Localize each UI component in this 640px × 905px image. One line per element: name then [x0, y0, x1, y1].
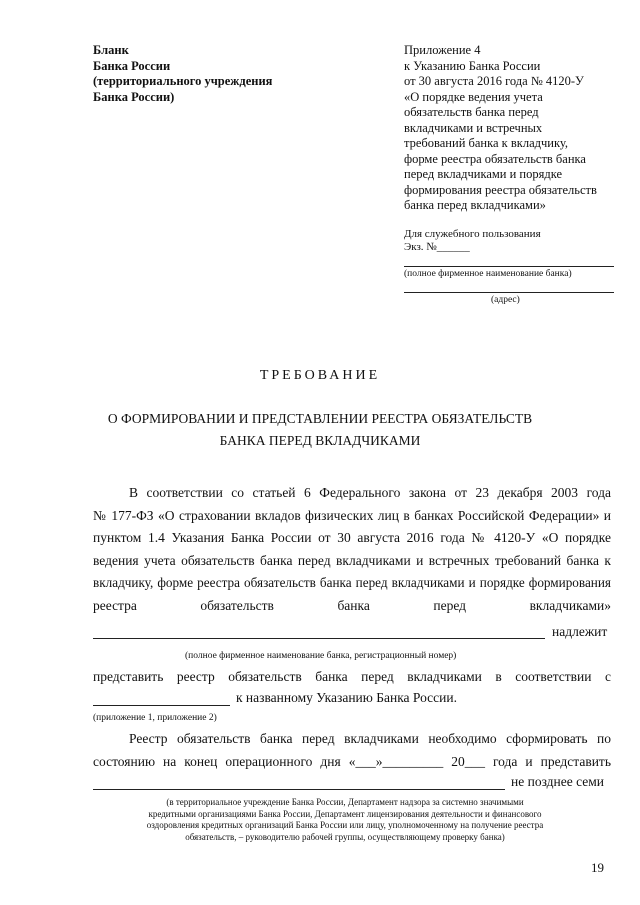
word: в: [495, 669, 502, 684]
footnote-line: кредитными организациями Банка России, Департамент лицензирования деятельности и финансового: [148, 808, 542, 819]
appendix-number-line: [93, 705, 230, 706]
subtitle-line: БАНКА ПЕРЕД ВКЛАДЧИКАМИ: [219, 433, 421, 448]
tail-text: не позднее семи: [511, 774, 605, 789]
recipient-caption: [110, 797, 580, 843]
subtitle-line: О ФОРМИРОВАНИИ И ПРЕДСТАВЛЕНИИ РЕЕСТРА ОБЯЗАТЕЛЬСТВ: [107, 411, 533, 426]
appendix-line: Приложение 4: [404, 43, 481, 57]
appendix-line: к Указанию Банка России: [404, 58, 541, 73]
text-line: пунктом 1.4 Указания Банка России от 30 августа 2016 года № 4120-У «О порядке: [93, 530, 611, 546]
copy-number: Экз. №______: [404, 241, 470, 253]
appendix-line: от 30 августа 2016 года № 4120-У: [404, 74, 584, 88]
paragraph-1: [93, 482, 611, 618]
footnote-line: (в территориальное учреждение Банка России, Департамент надзора за системно значимыми: [166, 797, 524, 807]
document-subtitle: [0, 408, 640, 452]
address-caption: (адрес): [491, 295, 520, 305]
bank-name-line: [404, 266, 614, 267]
bank-name-caption: (полное фирменное наименование банка): [404, 269, 572, 279]
appendix-line: банка перед вкладчиками»: [404, 198, 546, 212]
recipient-line: [93, 789, 505, 790]
word: с: [604, 669, 611, 684]
appendix-line: «О порядке ведения учета: [404, 89, 543, 104]
appendix-line: вкладчиками и встречных: [404, 120, 543, 135]
word: вкладчиками»: [529, 597, 611, 613]
letterhead-block: [93, 43, 272, 105]
text-line: В соответствии со статьей 6 Федерального закона от 23 декабря 2003 года: [129, 485, 611, 500]
word: перед: [433, 597, 467, 613]
appendix-reference-block: [404, 43, 597, 214]
text-line: состоянию на конец операционного дня «___»_________ 20___ года и представить: [93, 753, 611, 769]
text-line: № 177-ФЗ «О страховании вкладов физических лиц в банках Российской Федерации» и: [93, 507, 611, 523]
tail-text: к названному Указанию Банка России.: [236, 690, 457, 705]
word: перед: [361, 669, 394, 684]
appendix-line: перед вкладчиками и порядке: [404, 167, 563, 181]
appendix-line: требований банка к вкладчику,: [404, 136, 568, 150]
text-line: Реестр обязательств банка перед вкладчиками необходимо сформировать по: [129, 731, 611, 746]
appendix-line: обязательств банка перед: [404, 105, 539, 119]
word: обязательств: [228, 669, 302, 684]
bank-registration-line: [93, 638, 545, 639]
text-line: [93, 666, 611, 689]
paragraph-3: [93, 728, 611, 773]
text-line: вкладчику, форме реестра обязательств банка перед вкладчиками и порядке формирования: [93, 575, 611, 591]
word: обязательств: [200, 597, 274, 613]
appendix-caption: (приложение 1, приложение 2): [93, 713, 217, 723]
word: банка: [337, 597, 370, 613]
footnote-line: оздоровления кредитных организаций Банка России или лицу, уполномоченному на получение реестра: [146, 820, 544, 830]
page-number: 19: [591, 860, 604, 875]
footnote-line: обязательств, – руководителю рабочей группы, осуществляющему проверку банка): [185, 831, 505, 842]
must-word: надлежит: [552, 624, 608, 639]
word: соответствии: [515, 669, 592, 684]
appendix-line: формирования реестра обязательств: [404, 182, 597, 197]
paragraph-2: [93, 666, 611, 689]
word: реестра: [93, 597, 137, 613]
word: вкладчиками: [407, 669, 482, 684]
service-mark: [404, 228, 541, 254]
appendix-line: форме реестра обязательств банка: [404, 151, 586, 166]
address-line: [404, 292, 614, 293]
letterhead-line: Бланк: [93, 43, 129, 57]
letterhead-line: (территориального учреждения: [93, 74, 273, 88]
text-line: [93, 595, 611, 618]
document-title: ТРЕБОВАНИЕ: [259, 368, 381, 383]
word: банка: [315, 669, 348, 684]
service-label: Для служебного пользования: [404, 228, 541, 240]
letterhead-line: Банка России: [93, 58, 171, 73]
text-line: ведения учета обязательств банка перед вкладчиками и встречных требований банка к: [93, 552, 611, 568]
bank-registration-caption: (полное фирменное наименование банка, регистрационный номер): [185, 651, 457, 661]
word: представить: [93, 669, 164, 684]
word: реестр: [176, 669, 215, 684]
letterhead-line: Банка России): [93, 89, 175, 104]
